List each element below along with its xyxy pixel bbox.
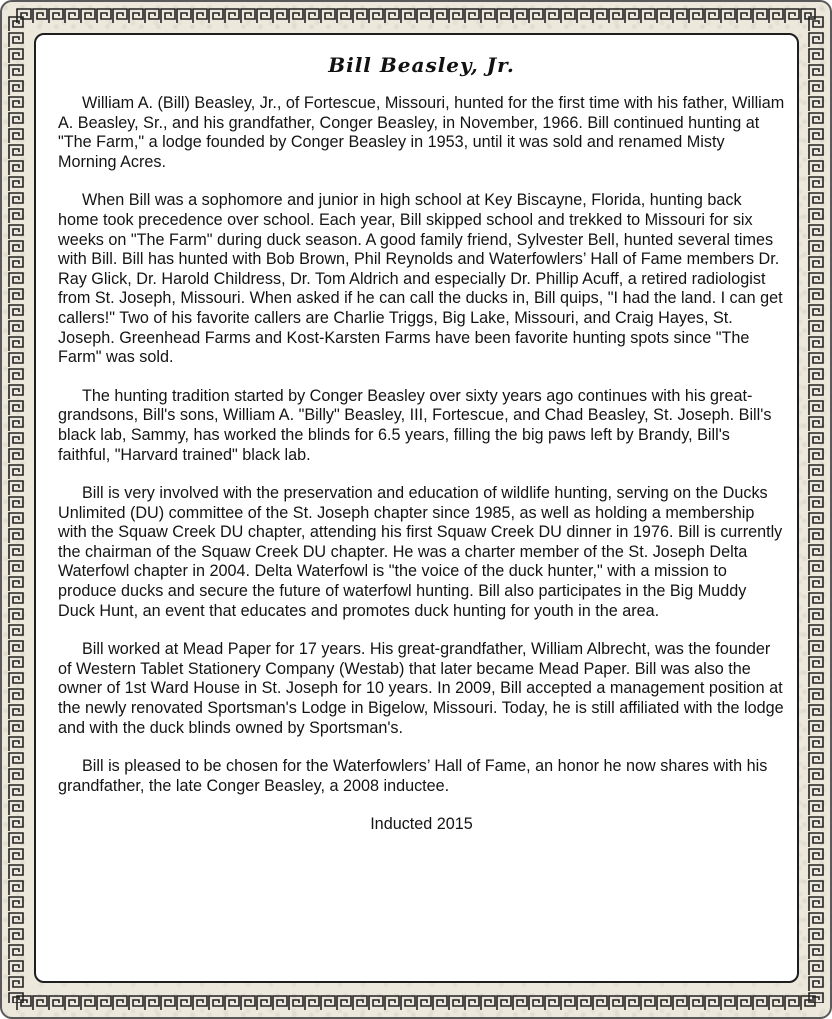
induction-year: Inducted 2015 [370, 815, 473, 834]
paragraph-2: When Bill was a sophomore and junior in high school at Key Biscayne, Florida, hunting back home took precedence over school. Each year, Bill skipped school and trekked to Missouri for six weeks on "The Farm" during duck season. A good family friend, Sylvester Bell, hunted several times with Bill. Bill has hunted with Bob Brown, Phil Reynolds and Waterfowlers’ Hall of Fame members Dr. Ray Glick, Dr. Harold Childress, Dr. Tom Aldrich and especially Dr. Phillip Acuff, a retired radiologist from St. Joseph, Missouri. When asked if he can call the ducks in, Bill quips, "I had the land. I can get callers!" Two of his favorite callers are Charlie Triggs, Big Lake, Missouri, and Craig Hayes, St. Joseph. Greenhead Farms and Kost-Karsten Farms have been favorite hunting spots since "The Farm" was sold. [58, 191, 783, 367]
paragraph-5: Bill worked at Mead Paper for 17 years. His great-grandfather, William Albrecht, was the founder of Western Tablet Stationery Company (Westab) that later became Mead Paper. Bill was also the owner of 1st Ward House in St. Joseph for 10 years. In 2009, Bill accepted a management position at the newly renovated Sportsman's Lodge in Bigelow, Missouri. Today, he is still affiliated with the lodge and with the duck blinds owned by Sportsman's. [58, 640, 784, 737]
paragraph-4: Bill is very involved with the preservation and education of wildlife hunting, serving on the Ducks Unlimited (DU) committee of the St. Joseph chapter since 1985, as well as holding a membership with the Squaw Creek DU chapter, attending his first Squaw Creek DU dinner in 1976. Bill is currently the chairman of the Squaw Creek DU chapter. He was a charter member of the St. Joseph Delta Waterfowl chapter in 2004. Delta Waterfowl is "the voice of the duck hunter," with a mission to produce ducks and secure the future of waterfowl hunting. Bill also participates in the Big Muddy Duck Hunt, an event that educates and promotes duck hunting for youth in the area. [58, 484, 783, 620]
page-title: Bill Beasley, Jr. [328, 53, 515, 77]
greek-key-border-bottom [16, 995, 816, 1011]
paragraph-3: The hunting tradition started by Conger Beasley over sixty years ago continues with his great-grandsons, Bill's sons, William A. "Billy" Beasley, III, Fortescue, and Chad Beasley, St. Joseph. Bill's black lab, Sammy, has worked the blinds for 6.5 years, filling the big paws left by Brandy, Bill's faithful, "Harvard trained" black lab. [58, 386, 772, 464]
greek-key-border-right [808, 16, 824, 1003]
greek-key-border-left [8, 16, 24, 1003]
paragraph-1: William A. (Bill) Beasley, Jr., of Fortescue, Missouri, hunted for the first time with his father, William A. Beasley, Sr., and his grandfather, Conger Beasley, in November, 1966. Bill continued hunting at "The Farm," a lodge founded by Conger Beasley in 1953, until it was sold and renamed Misty Morning Acres. [58, 94, 785, 171]
greek-key-border-top [16, 8, 816, 24]
paragraph-6: Bill is pleased to be chosen for the Waterfowlers’ Hall of Fame, an honor he now shares with his grandfather, the late Conger Beasley, a 2008 inductee. [58, 757, 768, 795]
content-panel [34, 33, 799, 983]
